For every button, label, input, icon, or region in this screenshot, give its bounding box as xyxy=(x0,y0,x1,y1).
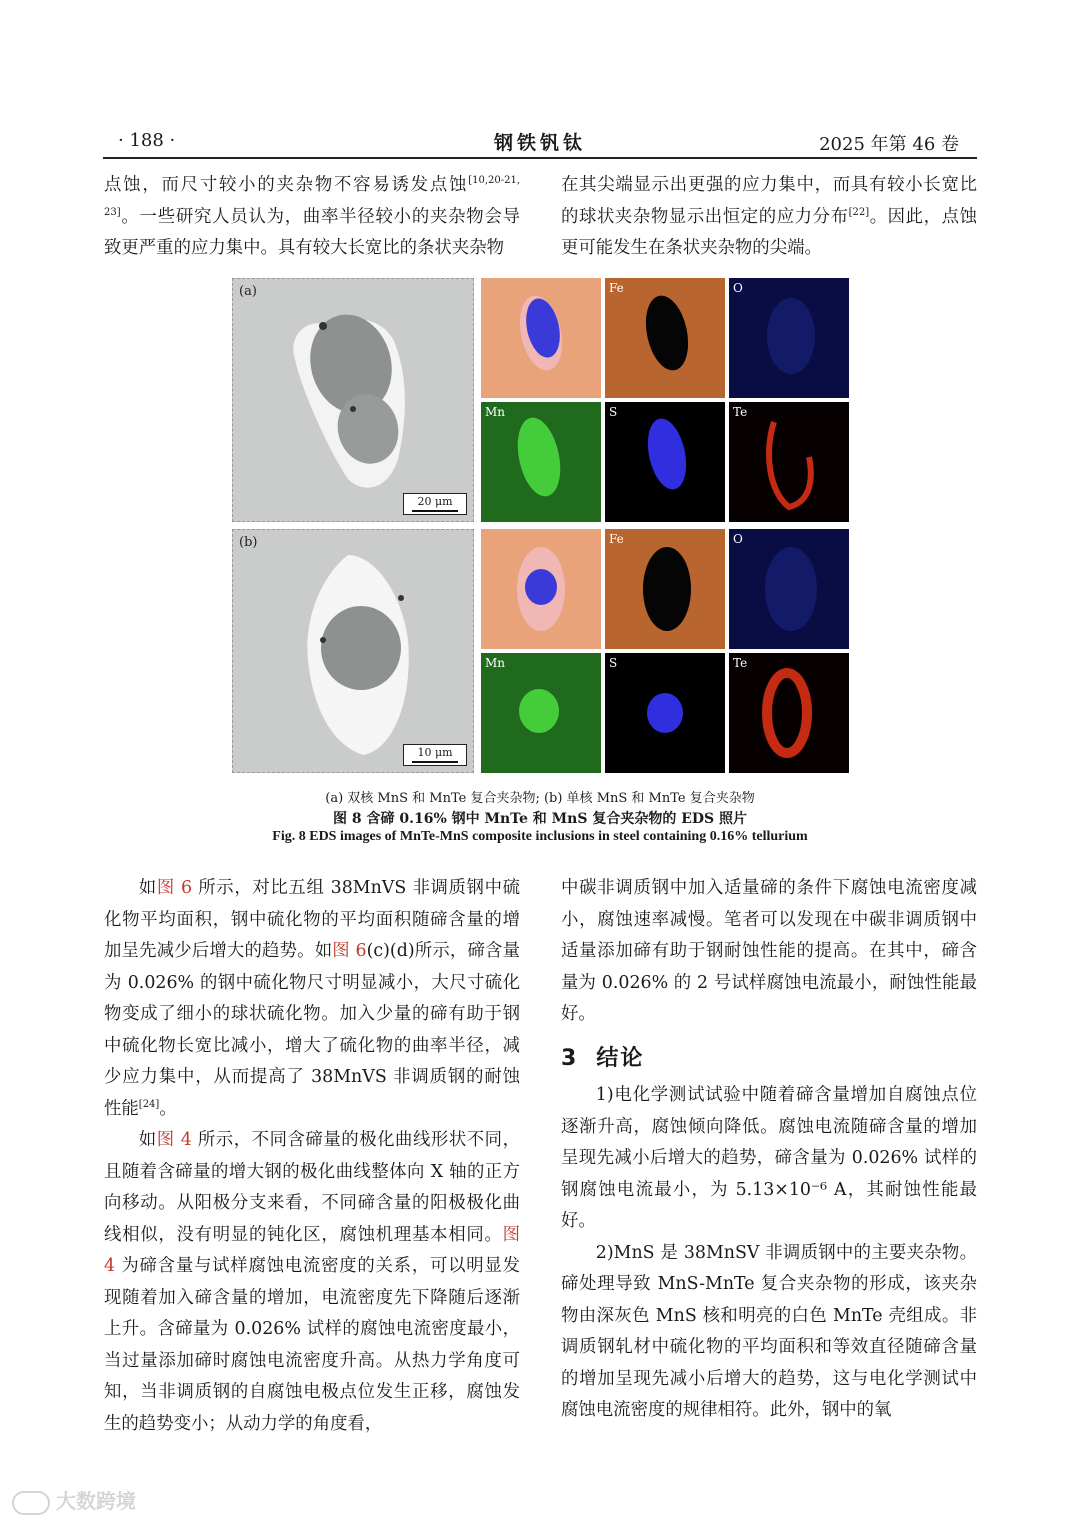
eds-mn-map-a xyxy=(481,402,601,522)
figure-subcaption: (a) 双核 MnS 和 MnTe 复合夹杂物; (b) 单核 MnS 和 MnTe 复合夹杂物 xyxy=(325,791,755,806)
text: 在其尖端显示出更强的应力集中，而具有较小长宽比的球状夹杂物显示出恒定的应力分布 xyxy=(561,175,977,227)
paragraph xyxy=(104,1125,520,1440)
section-number: 3 xyxy=(561,1045,579,1071)
bottom-left-column xyxy=(104,873,520,1440)
top-left-column xyxy=(104,170,520,265)
text: 如 xyxy=(138,878,157,898)
paragraph: 中碳非调质钢中加入适量碲的条件下腐蚀电流密度减小，腐蚀速率减慢。笔者可以发现在中碳非调质钢中适量添加碲有助于钢耐蚀性能的提高。在其中，碲含量为 0.026% 的 2 号试样腐蚀电流最小，耐蚀性能最好。 xyxy=(561,878,977,1024)
text: 为碲含量与试样腐蚀电流密度的关系，可以明显发现随着加入碲含量的增加，电流密度先下降随后逐渐上升。含碲量为 0.026% 试样的腐蚀电流密度最小，当过量添加碲时腐蚀电流密度升高。从热力学角度可知，当非调质钢的自腐蚀电极点位发生正移，腐蚀发生的趋势变小；从动力学的角度看， xyxy=(104,1256,520,1434)
text: (c)(d)所示，碲含量为 0.026% 的钢中硫化物尺寸明显减小，大尺寸硫化物变成了细小的球状硫化物。加入少量的碲有助于钢中硫化物长宽比减小，增大了硫化物的曲率半径，减少应力集中，从而提高了 38MnVS 非调质钢的耐蚀性能 xyxy=(104,941,520,1119)
watermark xyxy=(12,1485,136,1515)
map-label-te: Te xyxy=(733,405,748,419)
watermark-text: 大数跨境 xyxy=(56,1489,136,1513)
eds-fe-map-a xyxy=(605,278,725,398)
paragraph: 2)MnS 是 38MnSV 非调质钢中的主要夹杂物。碲处理导致 MnS-MnTe 复合夹杂物的形成，该夹杂物由深灰色 MnS 核和明亮的白色 MnTe 壳组成。非调质钢轧材中硫化物的平均面积和等效直径随碲含量的增加呈现先减小后增大的趋势，这与电化学测试中腐蚀电流密度的规律相符。此外，钢中的氧 xyxy=(561,1242,977,1420)
panel-label-a: (a) xyxy=(239,284,257,299)
text: 如 xyxy=(138,1130,157,1150)
map-label-fe: Fe xyxy=(609,281,624,295)
scale-bar-b: 10 μm xyxy=(403,744,467,766)
citation[interactable]: [22] xyxy=(848,206,870,218)
eds-s-map-a xyxy=(605,402,725,522)
paragraph xyxy=(104,873,520,1125)
map-label-s: S xyxy=(609,405,618,419)
eds-s-map-b xyxy=(605,653,725,773)
scale-bar-a: 20 μm xyxy=(403,493,467,515)
eds-mn-map-b xyxy=(481,653,601,773)
map-label-fe: Fe xyxy=(609,532,624,546)
eds-te-map-b xyxy=(729,653,849,773)
map-label-s: S xyxy=(609,656,618,670)
figure-8 xyxy=(232,278,848,773)
paragraph: 1)电化学测试试验中随着碲含量增加自腐蚀点位逐渐升高，腐蚀倾向降低。腐蚀电流随碲含量的增加呈现先减小后增大的趋势，碲含量为 0.026% 试样的钢腐蚀电流最小，为 5.13×10⁻⁶ A，其耐蚀性能最好。 xyxy=(561,1085,977,1231)
map-label-te: Te xyxy=(733,656,748,670)
page-header xyxy=(103,126,977,156)
text: 。 xyxy=(159,1098,177,1119)
eds-te-map-a xyxy=(729,402,849,522)
map-label-o: O xyxy=(733,532,743,546)
text: 。一些研究人员认为，曲率半径较小的夹杂物会导致更严重的应力集中。具有较大长宽比的条状夹杂物 xyxy=(104,206,520,258)
text: 所示，对比五组 38MnVS 非调质钢中硫化物平均面积，钢中硫化物的平均面积随碲含量的增加呈先减少后增大的趋势。如 xyxy=(104,878,520,961)
figure-link[interactable]: 图 4 xyxy=(156,1130,192,1150)
paragraph xyxy=(104,170,520,265)
figure-link[interactable]: 图 4 xyxy=(104,1224,520,1276)
figure-caption-zh: 图 8 含碲 0.16% 钢中 MnTe 和 MnS 复合夹杂物的 EDS 照片 xyxy=(333,811,747,827)
watermark-logo-icon xyxy=(12,1491,50,1515)
page-number: · 188 · xyxy=(118,130,176,151)
eds-overlay-a xyxy=(481,278,601,398)
map-label-mn: Mn xyxy=(485,405,506,419)
volume-info: 2025 年第 46 卷 xyxy=(819,134,959,155)
paragraph xyxy=(561,170,977,265)
figure-link[interactable]: 图 6 xyxy=(156,878,193,898)
top-right-column xyxy=(561,170,977,265)
figure-caption-en: Fig. 8 EDS images of MnTe-MnS composite inclusions in steel containing 0.16% tellurium xyxy=(272,829,808,844)
citation[interactable]: [10,20-21, 23] xyxy=(104,175,520,218)
eds-o-map-a xyxy=(729,278,849,398)
panel-label-b: (b) xyxy=(239,535,258,550)
figure-link[interactable]: 图 6 xyxy=(332,941,367,961)
section-heading xyxy=(561,1043,977,1075)
text: 。因此，点蚀更可能发生在条状夹杂物的尖端。 xyxy=(561,206,977,258)
section-title: 结论 xyxy=(596,1045,645,1071)
sem-inclusion-b xyxy=(233,530,474,773)
map-label-mn: Mn xyxy=(485,656,506,670)
sem-image-a xyxy=(232,278,474,522)
sem-inclusion-a xyxy=(233,279,474,522)
journal-title: 钢铁钒钛 xyxy=(493,132,586,154)
eds-fe-map-b xyxy=(605,529,725,649)
eds-overlay-b xyxy=(481,529,601,649)
header-rule xyxy=(103,157,977,159)
eds-o-map-b xyxy=(729,529,849,649)
text: 所示，不同含碲量的极化曲线形状不同，且随着含碲量的增大钢的极化曲线整体向 X 轴的正方向移动。从阳极分支来看，不同碲含量的阳极极化曲线相似，没有明显的钝化区，腐蚀机理基本相同。 xyxy=(104,1130,521,1245)
bottom-right-column xyxy=(561,873,977,1427)
text: 点蚀，而尺寸较小的夹杂物不容易诱发点蚀 xyxy=(104,175,469,195)
citation[interactable]: [24] xyxy=(138,1098,160,1110)
sem-image-b xyxy=(232,529,474,773)
map-label-o: O xyxy=(733,281,743,295)
